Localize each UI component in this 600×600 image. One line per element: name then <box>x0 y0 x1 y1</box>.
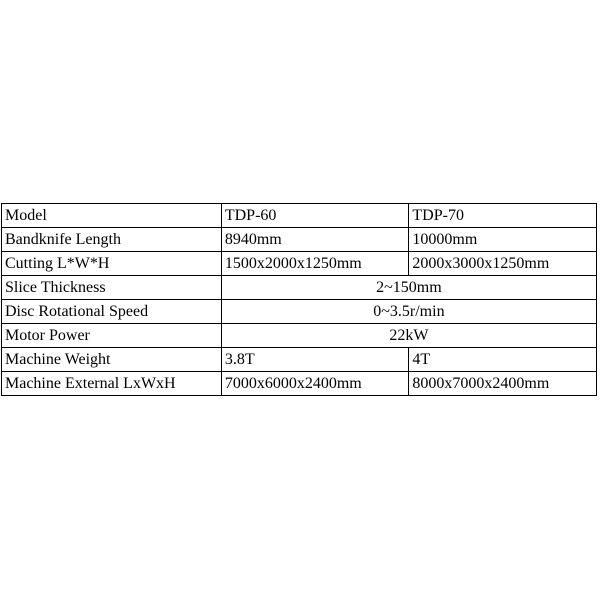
cell-tdp-60: 8940mm <box>221 228 409 252</box>
row-label: Disc Rotational Speed <box>2 300 222 324</box>
cell-tdp-70: 4T <box>409 348 597 372</box>
table-row-slice-thickness <box>2 276 597 300</box>
row-label: Machine Weight <box>2 348 222 372</box>
cell-tdp-60: 3.8T <box>221 348 409 372</box>
row-label: Model <box>2 204 222 228</box>
cell-merged: 2~150mm <box>221 276 596 300</box>
cell-merged: 0~3.5r/min <box>221 300 596 324</box>
cell-tdp-70: 8000x7000x2400mm <box>409 372 597 396</box>
cell-tdp-70: TDP-70 <box>409 204 597 228</box>
cell-tdp-60: 1500x2000x1250mm <box>221 252 409 276</box>
row-label: Motor Power <box>2 324 222 348</box>
table-row-machine-weight <box>2 348 597 372</box>
table-row-external-dimensions <box>2 372 597 396</box>
cell-tdp-70: 2000x3000x1250mm <box>409 252 597 276</box>
cell-tdp-70: 10000mm <box>409 228 597 252</box>
cell-tdp-60: TDP-60 <box>221 204 409 228</box>
row-label: Machine External LxWxH <box>2 372 222 396</box>
table-row-cutting-size <box>2 252 597 276</box>
table-row-bandknife-length <box>2 228 597 252</box>
spec-table <box>1 203 597 396</box>
table-row-motor-power <box>2 324 597 348</box>
cell-tdp-60: 7000x6000x2400mm <box>221 372 409 396</box>
row-label: Slice Thickness <box>2 276 222 300</box>
row-label: Cutting L*W*H <box>2 252 222 276</box>
row-label: Bandknife Length <box>2 228 222 252</box>
table-row-model <box>2 204 597 228</box>
table-row-disc-rotational-speed <box>2 300 597 324</box>
cell-merged: 22kW <box>221 324 596 348</box>
